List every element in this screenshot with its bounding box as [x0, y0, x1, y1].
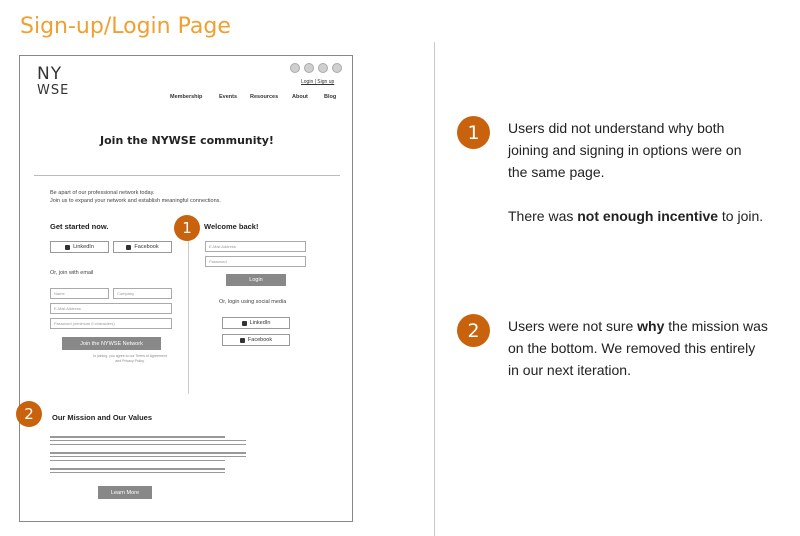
note-line: Users did not understand why both [508, 120, 725, 136]
nav-events[interactable]: Events [219, 94, 238, 100]
login-facebook-button[interactable] [222, 334, 290, 346]
social-circle-icon[interactable] [304, 63, 314, 73]
intro-line: Be apart of our professional network today. [50, 190, 155, 196]
nav-about[interactable]: About [292, 94, 308, 100]
intro-text [50, 189, 221, 205]
logo-line1: NY [37, 64, 63, 84]
annotation-badge-2: 2 [16, 401, 42, 427]
login-signup-link[interactable]: Login | Sign up [301, 79, 335, 85]
note-line: joining and signing in options were on [508, 142, 742, 158]
column-divider [188, 216, 189, 394]
login-heading: Welcome back! [204, 222, 259, 231]
signup-heading: Get started now. [50, 222, 109, 231]
placeholder-line [50, 468, 225, 470]
facebook-icon [240, 338, 245, 343]
placeholder-line [50, 472, 225, 474]
placeholder-line [50, 440, 246, 442]
signup-facebook-button[interactable] [113, 241, 172, 253]
signup-linkedin-button[interactable] [50, 241, 109, 253]
login-email-input[interactable]: E-Mail Address [205, 241, 306, 252]
join-email-text: Or, join with email [50, 270, 94, 276]
note-1 [508, 117, 763, 227]
login-linkedin-button[interactable] [222, 317, 290, 329]
note-text: to join. [718, 208, 764, 224]
linkedin-icon [65, 245, 70, 250]
note-text: Users were not sure [508, 318, 638, 334]
note-badge-2: 2 [457, 314, 490, 347]
join-heading: Join the NYWSE community! [100, 134, 274, 147]
linkedin-icon [242, 321, 247, 326]
note-line: on the bottom. We removed this entirely [508, 340, 756, 356]
login-social-text: Or, login using social media [219, 299, 287, 305]
note-line [508, 315, 768, 337]
intro-line: Join us to expand your network and establish meaningful connections. [50, 198, 221, 204]
learn-more-button[interactable]: Learn More [98, 486, 152, 499]
facebook-icon [126, 245, 131, 250]
horizontal-rule [34, 175, 340, 176]
nav-membership[interactable]: Membership [170, 94, 203, 100]
join-network-button[interactable]: Join the NYWSE Network [62, 337, 161, 350]
note-2 [508, 315, 768, 381]
note-line: the same page. [508, 164, 605, 180]
signup-password-input[interactable]: Password (minimum 6 characters) [50, 318, 172, 329]
note-badge-1: 1 [457, 116, 490, 149]
social-circle-icon[interactable] [318, 63, 328, 73]
button-label: Facebook [134, 244, 159, 250]
nav-blog[interactable]: Blog [324, 94, 337, 100]
note-line: in our next iteration. [508, 362, 631, 378]
logo-line2: WSE [37, 83, 70, 98]
nywse-logo[interactable] [37, 66, 69, 97]
placeholder-text-lines [50, 436, 246, 476]
note-line [508, 205, 763, 227]
nav-resources[interactable]: Resources [250, 94, 279, 100]
social-icons [290, 63, 342, 73]
social-circle-icon[interactable] [290, 63, 300, 73]
login-button[interactable]: Login [226, 274, 286, 286]
placeholder-line [50, 436, 225, 438]
button-label: LinkedIn [249, 320, 271, 326]
mission-heading: Our Mission and Our Values [52, 413, 153, 422]
button-label: Facebook [247, 337, 273, 343]
social-circle-icon[interactable] [332, 63, 342, 73]
company-input[interactable]: Company [113, 288, 172, 299]
page-title: Sign-up/Login Page [20, 14, 231, 39]
note-text: the mission was [664, 318, 768, 334]
placeholder-line [50, 456, 246, 458]
placeholder-line [50, 444, 246, 446]
placeholder-line [50, 460, 225, 462]
login-password-input[interactable]: Password [205, 256, 306, 267]
button-label: LinkedIn [73, 244, 94, 250]
placeholder-line [50, 452, 246, 454]
wireframe-mockup [19, 55, 353, 522]
note-emphasis: why [637, 318, 665, 334]
vertical-divider [434, 42, 435, 536]
signup-email-input[interactable]: E-Mail Address [50, 303, 172, 314]
note-text: There was [508, 208, 578, 224]
note-emphasis: not enough incentive [577, 208, 719, 224]
name-input[interactable]: Name [50, 288, 109, 299]
annotation-badge-1: 1 [174, 215, 200, 241]
terms-text: In joining, you agree to our Terms of Agreement and Privacy Policy. [93, 354, 167, 363]
